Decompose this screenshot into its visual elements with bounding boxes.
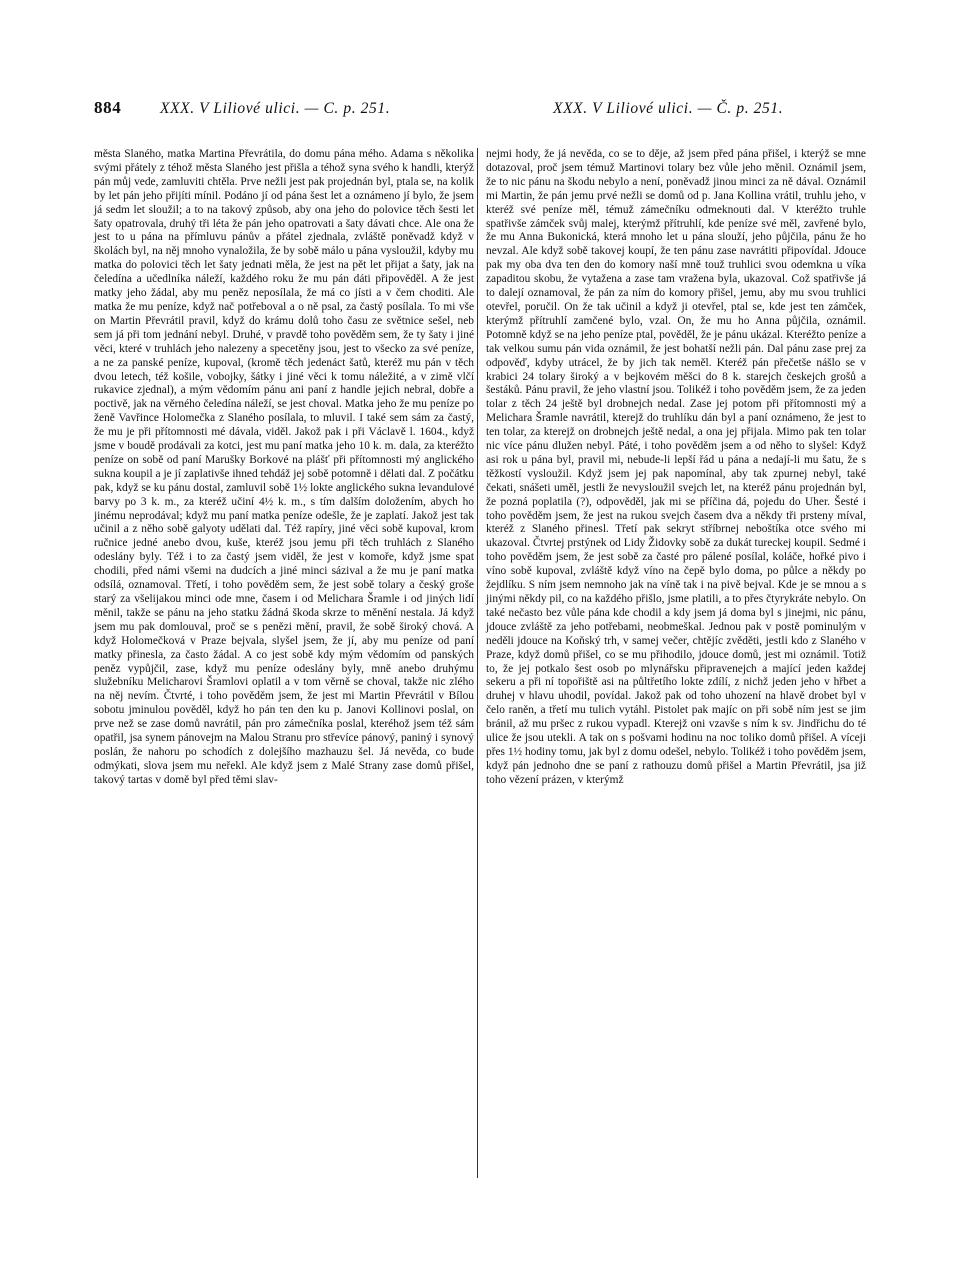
column-divider [477,148,478,1178]
left-column [94,148,474,788]
page-number: 884 [94,98,122,117]
left-column-text: města Slaného, matka Martina Převrátila, do domu pána mého. Adama s několika svými přátely z téhož města Slaného jest přišla a téhož syna svého k handli, kterýž pán můj vede, zamluviti chtěla. Prve nežli jest pak projednán byl, ptala se, na kolik by let pán jeho přijíti mínil. Podáno jí od pána šest let a oznámeno jí bylo, že jsem já sedm let sloužil; a to na takový způsob, aby ona jeho do polovice těch šesti let šaty opatrovala, druhý tři léta že pán jeho opatrovati a šaty dávati chce. Ale ona že jest to u pána na přímluvu pánův a přátel zjednala, zvláště poněvadž když v školách byl, na něj mnoho vynaložila, že by sobě málo u pána vysloužil, kdyby mu matka do polovici těch let šaty jednati měla, že jest na pět let přijat a šaty, jak na čeledína a učedlníka náleží, každého roku že mu pán dáti připověděl. A že jest matky jeho žádal, aby mu peněz neposílala, že má co jísti a v čem choditi. Ale matka že mu peníze, když nač potřeboval a o ně psal, za častý posílala. To mi vše on Martin Převrátil pravil, když do krámu dolů toho času ze světnice sešel, neb sem já při tom jednání nebyl. Druhé, v pravdě toho pověděm sem, že ty šaty i jiné věci, které v truhlách jeho nalezeny a specetěny jsou, jest to všecko za své peníze, a ne za panské peníze, kupoval, (kromě těch jedenáct šatů, kteréž mu pán v těch dvou letech, též košile, vobojky, šátky i jiné věci k tomu náležité, a v zimě vlčí rukavice zjednal), a mým vědomím pánu ani paní z handle jejich nebral, dobře a poctivě, jak na věrného čeledína náleží, se jest choval. Matka jeho že mu peníze po ženě Vavřince Holomečka z Slaného posílala, to mluvil. I také sem sám za častý, že mu je při přítomnosti mé dávala, viděl. Jakož pak i při Václavě l. 1604., když jsme v boudě prodávali za kotci, jest mu paní matka jeho 10 k. m. dala, za kteréžto peníze on sobě od paní Marušky Borkové na plášť při přítomnosti mý anglického sukna koupil a je jí zaplativše ihned tehdáž jej sobě potomně i dělati dal. Z počátku pak, když se ku pánu dostal, zamluvil sobě 1½ lokte anglického sukna levandulové barvy po 3 k. m., za kteréž učiní 4½ k. m., s tím dalším doložením, abych ho jinému neprodával; když mu paní matka peníze odešle, že je zaplatí. Jakož jest tak učinil a z něho sobě galyoty udělati dal. Též rapíry, jiné věci sobě kupoval, krom ručnice jedné anebo dvou, kuše, kteréž jsou jemu při těch truhlách z Slaného odeslány byly. Též i to za častý jsem viděl, že jest v komoře, když jsme spat chodili, před námi všemi na dudcích a jiné minci sázival a že mu je paní matka odsílá, oznamoval. Třetí, i toho pověděm sem, že jest sobě tolary a český groše starý za všelijakou minci ode mne, časem i od Melichara Šramle i od jiných lidí měnil, takže se pánu na jeho statku žádná škoda skrze to měnění nestala. Já když jsem mu pak domlouval, proč se s penězi mění, pravil, že sobě široký chová. A když Holomečková v Praze bejvala, slyšel jsem, že jí, aby mu peníze od paní matky přinesla, za často žádal. A co jest sobě kdy mým vědomím od panských peněz vypůjčil, zase, když mu peníze odeslány byly, mně anebo druhýmu služebníku Melicharovi Šramlovi oplatil a v tom věrně se choval, takže nic zlého na něj nevím. Čtvrté, i toho pověděm jsem, že jest mi Martin Převrátil v Bílou sobotu jminulou pověděl, když ho pán ten den ku p. Janovi Kollinovi poslal, on prve než se zase domů navrátil, pán pro zámečníka poslal, kteréhož jsem též sám opatřil, jsa synem pánovejm na Malou Stranu pro střevíce pánový, paniný i synový poslán, že nahoru po schodích z dolejšího mazhauzu šel. Já nevěda, co bude odmýkati, slova jsem mu neřekl. Ale když jsem z Malé Strany zase domů přišel, takový tartas v domě byl před těmi slav- [94,148,474,786]
running-header-left: XXX. V Liliové ulici. — C. p. 251. [160,100,391,117]
right-column [486,148,866,788]
running-header-right: XXX. V Liliové ulici. — Č. p. 251. [553,100,784,117]
right-column-text: nejmi hody, že já nevěda, co se to děje, až jsem před pána přišel, i kterýž se mne dotazoval, proč jsem témuž Martinovi tolary bez vůle jeho měnil. Oznámil jsem, že to nic pánu na škodu nebylo a není, poněvadž jinou minci za ně dával. Oznámil mi Martin, že pán jemu prvé nežli se domů od p. Jana Kollina vrátil, truhlu jeho, v kteréž své peníze měl, témuž zámečníku odmeknouti dal. V kteréžto truhle spatřivše zámček svůj malej, kterýmž přítruhlí, kde peníze své měl, zavřené bylo, že mu Anna Bukonická, která mnoho let u pána slouží, jeho půjčila, pánu že ho nevzal. Ale když sobě takovej koupí, že ten pánu zase navrátiti připovídal. Jdouce pak my oba dva ten den do komory naší mně touž truhlici svou odemkna u víka zapaditou skobu, že vytažena a zase tam vražena byla, ukazoval. Což spatřivše já to dalejí oznamoval, že pán za ním do komory přišel, jemu, aby mu svou truhlici otevřel, poručil. On že tak učinil a když ji otevřel, ptal se, kde jest ten zámček, kterýmž přítruhlí zamčené bylo, vzal. On, že mu ho Anna půjčila, oznámil. Potomně když se na jeho peníze ptal, pověděl, že je pánu ukázal. Kteréžto peníze a tak velkou sumu pán vida oznámil, že jest bohatší nežli pán. Dal pánu zase prej za odpověď, kdyby utrácel, že by jich tak neměl. Kteréž pán přečetše nášlo se v krabici 24 tolary široký a v bejkovém měšci do 8 k. starejch českejch grošů a šestáků. Pánu pravil, že jeho vlastní jsou. Tolikéž i toho pověděm jsem, že za jeden tolar z těch 24 ještě byl drobnejch nedal. Zase jej potom při přítomnosti mý a Melichara Šramle navrátil, kterejž do truhlíku dán byl a paní oznámeno, že jest to ten tolar, za kterejž on drobnejch ještě nedal, a ona jej přijala. Mimo pak ten tolar nic více pánu dlužen nebyl. Páté, i toho pověděm jsem a od něho to slyšel: Když asi rok u pána byl, pravil mi, nebude-li lepší řád u pána a nedají-li mu šatu, že s těžkostí vysloužil. Když jsem jej pak napomínal, aby tak zpurnej nebyl, také čekati, snášeti uměl, jestli že nevysloužil svejch let, na kteréž pánu projednán byl, že pozná poplatila (?), odpověděl, jak mi se příčina dá, pojedu do Uher. Šesté i toho pověděm jsem, že jest na rukou svejch časem dva a někdy tři prsteny míval, kteréž z Slaného přinesl. Třetí pak sekryt stříbrnej neboštíka otce svého mi ukazoval. Čtvrtej prstýnek od Lidy Židovky sobě za dukát tureckej koupil. Sedmé i toho pověděm jsem, že jest sobě za časté pro pálené posílal, koláče, hořké pivo i víno sobě kupoval, zvláště když víno na čepě bylo doma, po půlce a někdy po žejdlíku. S ním jsem nemnoho jak na víně tak i na pivě bejval. Kde je se mnou a s jinými někdy pil, co na každého přišlo, jsme platili, a to přes čtyrykráte nebylo. On také nečasto bez vůle pána kde chodil a kdy jsem já doma byl s jinejmi, nic pánu, jdouce zvláště za jeho potřebami, neobmeškal. Jednou pak v postě pominulým v neděli jdouce na Koňský trh, v samej večer, chtějíc zvěděti, jestli kdo z Slaného v Praze, když domů přišel, co se mu přihodilo, jdouce domů, jest mi oznámil. Totiž to, že jej potkalo šest osob po mlynářsku připravenejch a mající jeden každej sekeru a při ní topořiště asi na půltřetího lokte zdílí, z nichž jeden jeho v hřbet a druhej v hlavu uhodil, povídal. Jakož pak od toho uhození na hlavě drobet byl v čelo raněn, a třetí mu tulich vytáhl. Pistolet pak majíc on při sobě ním jest se jim bránil, až mu pršec z rukou vypadl. Kterejž oni vzavše s ním k sv. Jindřichu do té ulice že jsou utekli. A tak on s pošvami hodinu na noc toliko domů přišel. A víceji přes 1½ hodiny tomu, jak byl z domu odešel, nebylo. Tolikéž i toho pověděm jsem, když pán jednoho dne se paní z rathouzu domů přišel a Martin Převrátil, jsa již toho vězení prázen, v kterýmž [486,148,866,786]
